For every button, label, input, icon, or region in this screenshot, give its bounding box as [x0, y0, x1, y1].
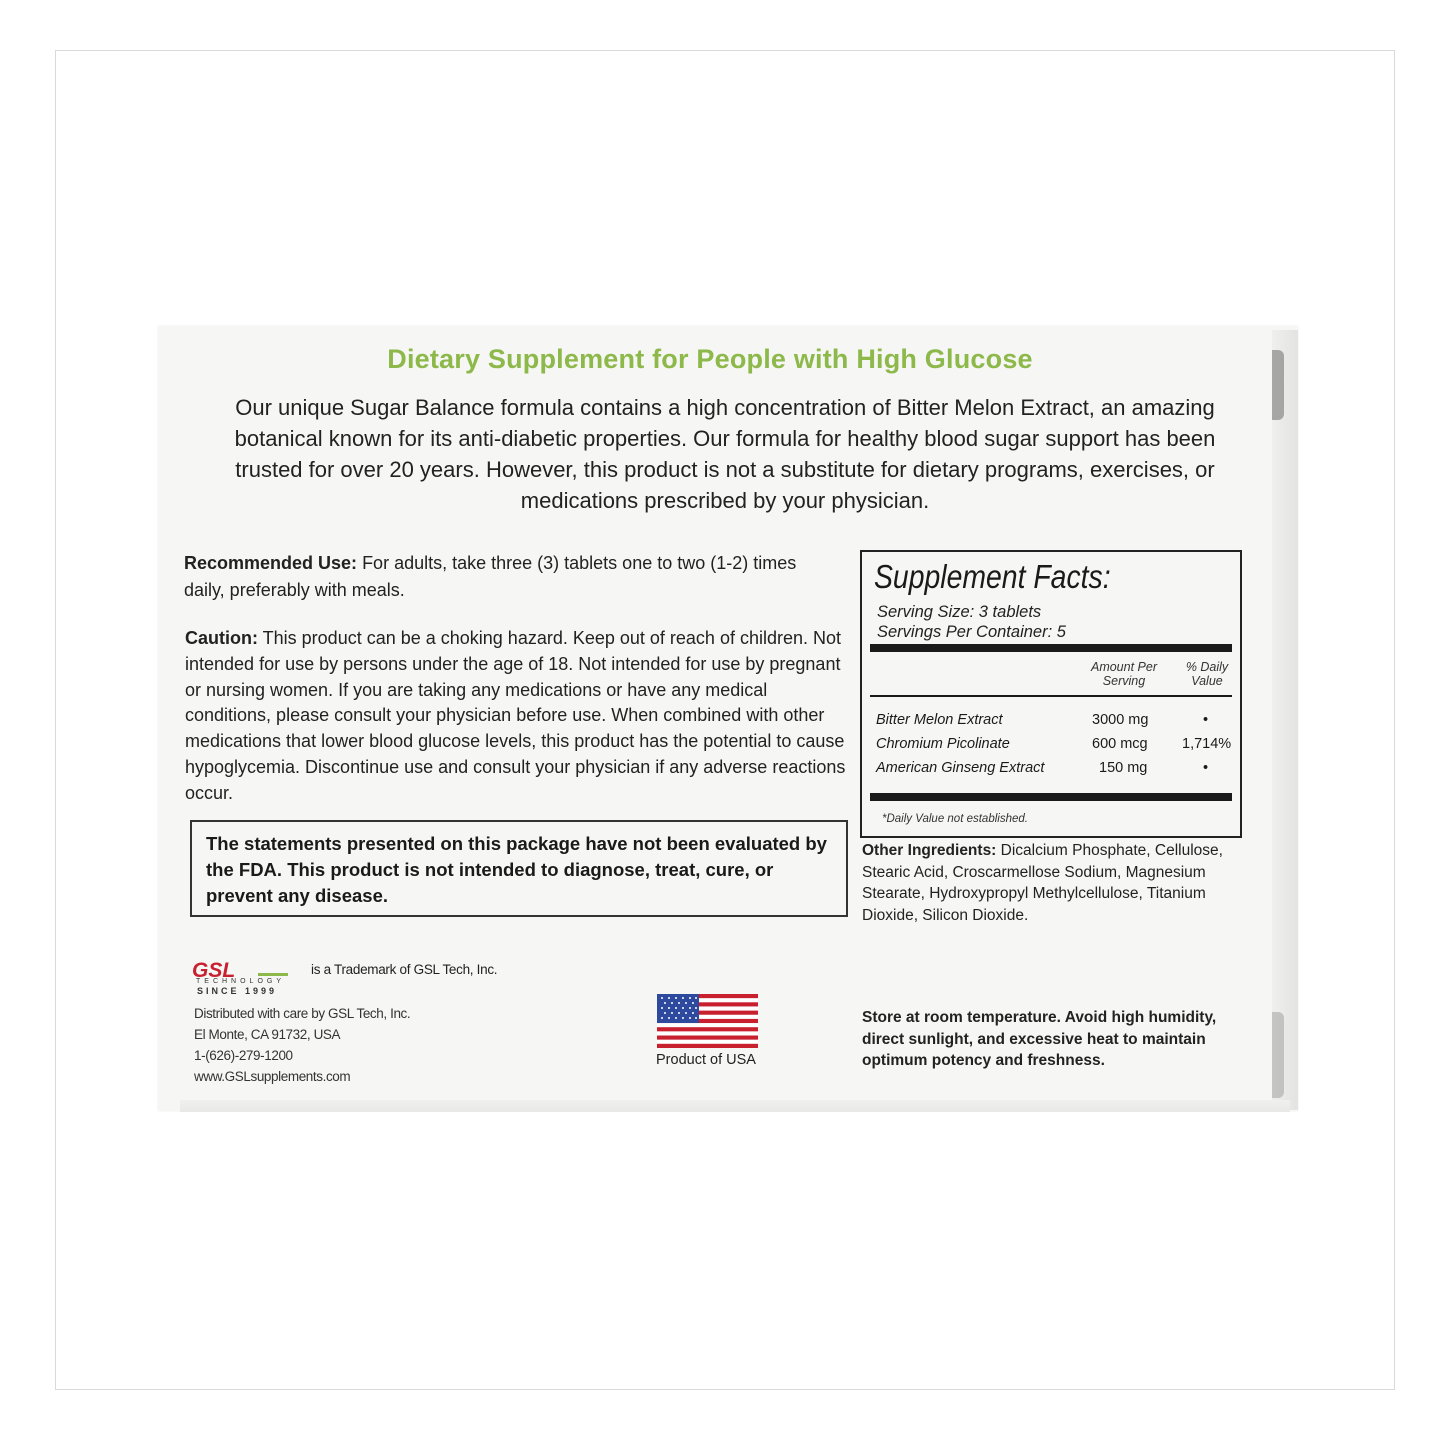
recommended-use-label: Recommended Use: — [184, 553, 358, 573]
facts-footnote: *Daily Value not established. — [882, 813, 1028, 825]
facts-row — [876, 736, 1236, 758]
nutrient-name: Chromium Picolinate — [876, 736, 1010, 752]
nutrient-amount: 150 mg — [1099, 760, 1148, 776]
col-dv-line1: % Daily — [1185, 660, 1229, 674]
trademark-text: is a Trademark of GSL Tech, Inc. — [311, 962, 498, 977]
col-amount-header — [1084, 660, 1164, 688]
facts-title: Supplement Facts: — [874, 558, 1111, 595]
fda-disclaimer-text: The statements presented on this package have not been evaluated by the FDA. This product is not intended to diagnose, treat, cure, or prevent any disease. — [206, 833, 827, 906]
facts-rule-thin — [870, 695, 1232, 697]
distributor-address: El Monte, CA 91732, USA — [194, 1027, 341, 1042]
supplement-facts-panel — [860, 550, 1242, 838]
nutrient-dv: 1,714% — [1182, 736, 1232, 752]
col-amount-line1: Amount Per — [1090, 660, 1157, 674]
intro-paragraph: Our unique Sugar Balance formula contains a high concentration of Bitter Melon Extract, an amazing botanical known for its anti-diabetic properties. Our formula for healthy blood sugar support has been trusted for over 20 years. However, this product is not a substitute for dietary programs, exercises, or medications prescribed by your physician. — [234, 395, 1216, 513]
serving-size: Serving Size: 3 tablets — [877, 603, 1042, 621]
nutrient-dv: • — [1203, 712, 1209, 728]
distributor-line: Distributed with care by GSL Tech, Inc. — [194, 1006, 411, 1021]
col-dv-header — [1174, 660, 1240, 688]
gsl-logo-swoosh — [258, 973, 288, 976]
distributor-phone: 1-(626)-279-1200 — [194, 1048, 293, 1063]
facts-rule-thick-bottom — [870, 793, 1232, 801]
other-ingredients-text: Dicalcium Phosphate, Cellulose, Stearic Acid, Croscarmellose Sodium, Magnesium Stearate, Hydroxypropyl Methylcellulose, Titanium Dioxide, Silicon Dioxide. — [862, 842, 1223, 924]
logo-subtitle-technology: TECHNOLOGY — [196, 978, 286, 985]
us-flag-icon — [657, 994, 758, 1048]
other-ingredients-label: Other Ingredients: — [862, 842, 997, 859]
facts-row — [876, 712, 1236, 734]
storage-instructions: Store at room temperature. Avoid high humidity, direct sunlight, and excessive heat to maintain optimum potency and freshness. — [862, 1009, 1217, 1069]
facts-rule-thick-top — [870, 644, 1232, 652]
nutrient-name: American Ginseng Extract — [876, 760, 1045, 776]
col-dv-line2: Value — [1191, 674, 1223, 688]
logo-subtitle-since: SINCE 1999 — [197, 986, 278, 996]
distributor-website: www.GSLsupplements.com — [194, 1069, 351, 1084]
nutrient-name: Bitter Melon Extract — [876, 712, 1003, 728]
package-bottom-edge — [180, 1100, 1290, 1112]
fda-disclaimer-box — [190, 820, 848, 917]
facts-row — [876, 760, 1236, 782]
caution-label: Caution: — [185, 628, 258, 648]
caution — [185, 626, 853, 807]
recommended-use — [184, 550, 824, 604]
facts-serving-info — [877, 602, 1066, 642]
col-amount-line2: Serving — [1102, 674, 1146, 688]
product-origin: Product of USA — [656, 1052, 756, 1068]
package-tab-bottom — [1272, 1012, 1284, 1098]
package-side-edge — [1272, 330, 1298, 1110]
servings-per-container: Servings Per Container: 5 — [877, 623, 1066, 641]
recommended-use-text: For adults, take three (3) tablets one to two (1-2) times daily, preferably with meals. — [184, 553, 797, 600]
caution-text: This product can be a choking hazard. Keep out of reach of children. Not intended for use by persons under the age of 18. Not intended for use by pregnant or nursing women. If you are taking any medications or have any medical conditions, please consult your physician before use. When combined with other medications that lower blood glucose levels, this product has the potential to cause hypoglycemia. Discontinue use and consult your physician if any adverse reactions occur. — [185, 628, 846, 803]
nutrient-amount: 600 mcg — [1092, 736, 1148, 752]
nutrient-dv: • — [1203, 760, 1209, 776]
package-tab-top — [1272, 350, 1284, 420]
headline: Dietary Supplement for People with High Glucose — [387, 344, 1033, 374]
other-ingredients — [862, 840, 1257, 926]
gsl-logo-letter-g: GSL — [192, 959, 236, 982]
distributor-info — [194, 1003, 410, 1087]
nutrient-amount: 3000 mg — [1092, 712, 1149, 728]
